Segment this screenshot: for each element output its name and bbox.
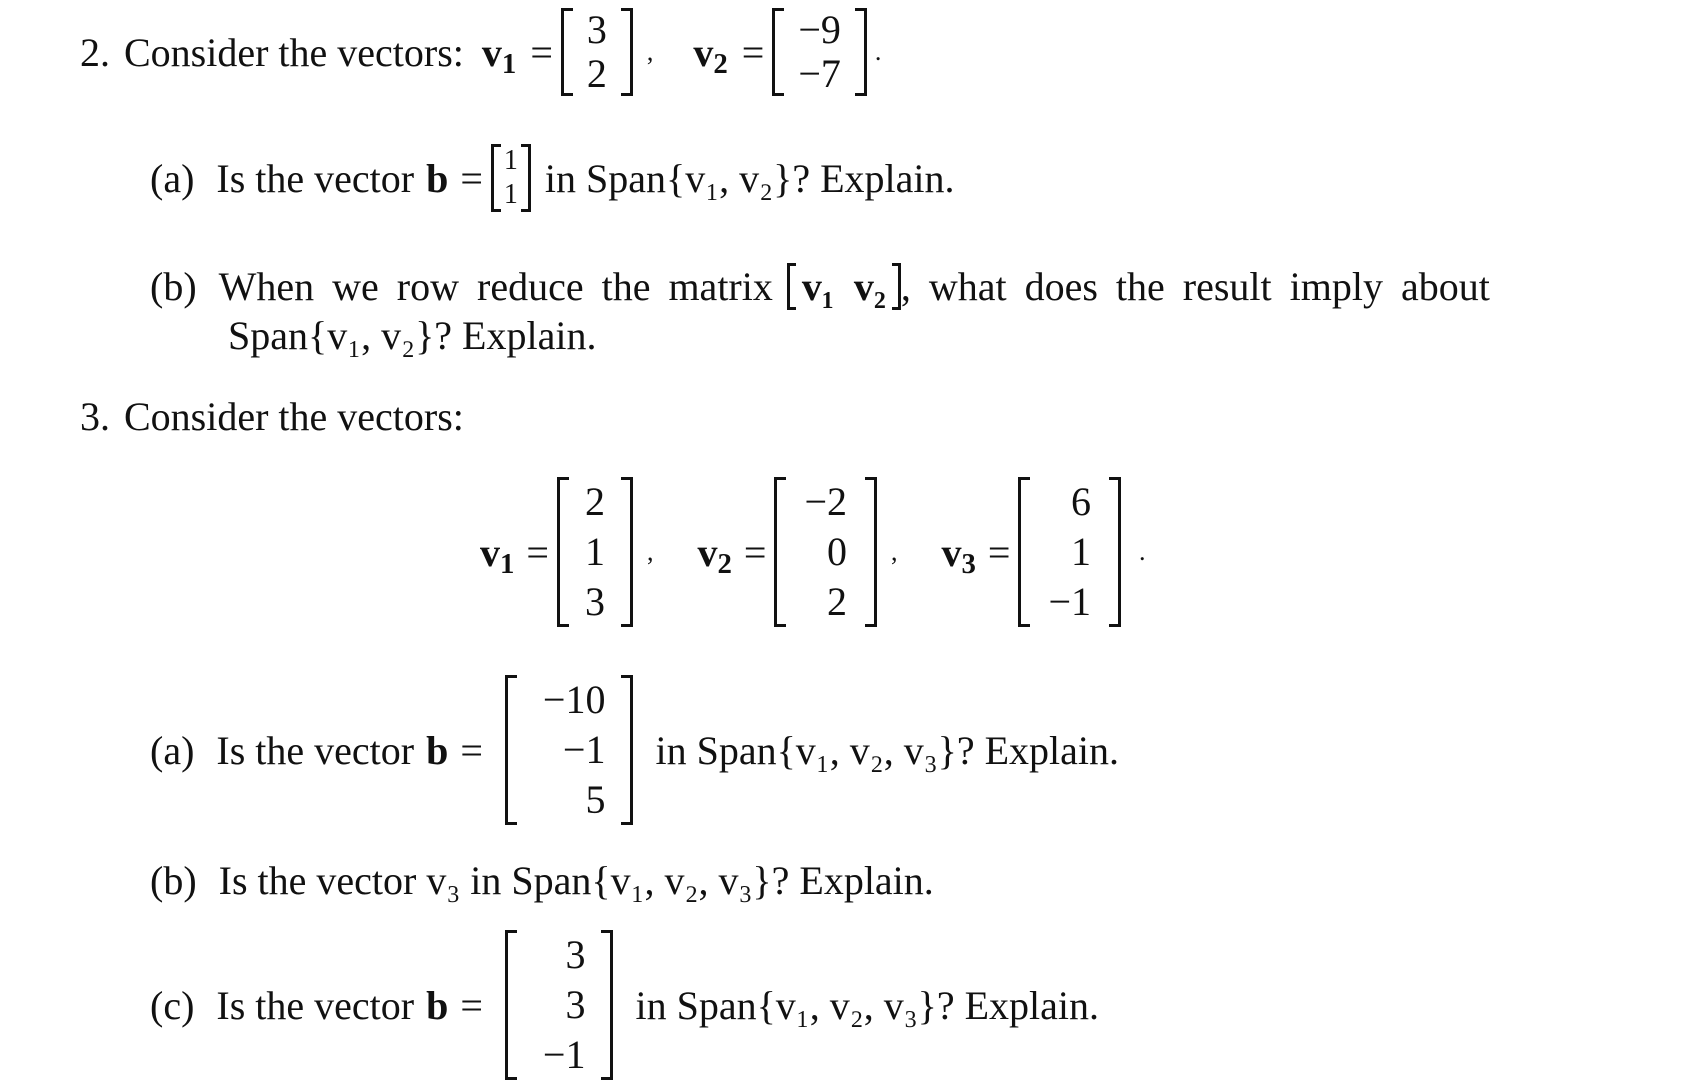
problem-intro: Consider the vectors: [124,29,464,75]
vector-v1-symbol: $v_1$ [480,529,515,580]
matrix-entry: −1 [542,1032,586,1077]
vector-v1-symbol: $v_1$ [481,29,517,80]
vector-b-matrix [505,675,634,825]
question-text: Is the vector [216,982,415,1028]
problem-2-header [80,2,881,102]
period: . [874,37,882,66]
matrix-entry: 1 [584,529,605,574]
equals-sign: = [460,727,483,773]
part-label: (a) [150,155,195,201]
equals-sign: = [460,982,483,1028]
question-text: Is the vector v₃ in Span{v₁, v₂, v₃}? Explain. [218,857,934,903]
vector-v2-symbol: $v_2$ [693,29,728,80]
matrix-v1-v2 [787,263,901,310]
part-label: (b) [150,263,197,309]
matrix-entry: −2 [804,479,847,524]
matrix-entry: 5 [585,777,606,822]
equals-sign: = [526,529,549,575]
question-text: When we row reduce the matrix [218,263,773,309]
question-text: in Span{v₁, v₂, v₃}? Explain. [655,727,1119,773]
matrix-entry: −9 [798,7,841,52]
matrix-columns: v₁ v₂ [801,263,886,309]
problem-3b [150,852,934,908]
vector-v1-matrix [561,8,633,96]
problem-3a [150,670,1119,830]
vector-v3-matrix [1018,477,1121,627]
vector-b-symbol: b [426,982,449,1028]
matrix-entry: −10 [542,677,606,722]
vector-b-matrix [505,930,614,1080]
matrix-entry: 2 [827,579,847,624]
matrix-entry: 1 [503,145,518,176]
equals-sign: = [987,529,1011,575]
equals-sign: = [460,155,483,201]
period: . [1139,537,1146,566]
part-label: (a) [150,727,195,773]
problem-3c [150,925,1099,1085]
matrix-entry: 1 [503,179,518,210]
question-text: in Span{v₁, v₂, v₃}? Explain. [635,982,1099,1028]
vector-b-symbol: b [426,155,449,201]
question-text: , what does the result imply about [900,263,1490,309]
equals-sign: = [741,29,765,75]
vector-v2-matrix [774,477,877,627]
problem-number: 2. [80,29,110,75]
problem-intro: Consider the vectors: [124,393,464,439]
question-text: Is the vector [216,155,415,201]
matrix-entry: 6 [1071,479,1092,524]
vector-b-matrix [491,144,531,212]
matrix-entry: 3 [584,579,605,624]
equals-sign: = [530,29,553,75]
problem-2a [150,128,955,228]
vector-v2-matrix [772,8,867,96]
problem-number: 3. [80,393,110,439]
comma: , [646,537,654,566]
matrix-entry: 1 [1071,529,1092,574]
matrix-entry: 0 [827,529,847,574]
part-label: (c) [150,982,195,1028]
matrix-entry: 3 [586,7,607,52]
problem-3-vectors [480,472,1146,632]
vector-v2-symbol: $v_2$ [697,529,732,580]
comma: , [646,37,654,66]
vector-b-symbol: b [426,727,449,773]
question-text: in Span{v₁, v₂}? Explain. [544,155,955,201]
part-label: (b) [150,857,197,903]
matrix-entry: 2 [584,479,605,524]
matrix-entry: −7 [798,51,841,96]
problem-2b-line2: Span{v₁, v₂}? Explain. [228,313,597,358]
problem-2b-line1 [150,258,1490,314]
equals-sign: = [743,529,767,575]
question-text: Is the vector [216,727,415,773]
problem-3-header [80,390,464,442]
matrix-entry: 2 [586,51,607,96]
matrix-entry: 3 [565,932,586,977]
comma: , [891,537,898,566]
matrix-entry: −1 [562,727,606,772]
vector-v3-symbol: $v_3$ [941,529,976,580]
matrix-entry: 3 [565,982,586,1027]
vector-v1-matrix [557,477,633,627]
matrix-entry: −1 [1048,579,1092,624]
